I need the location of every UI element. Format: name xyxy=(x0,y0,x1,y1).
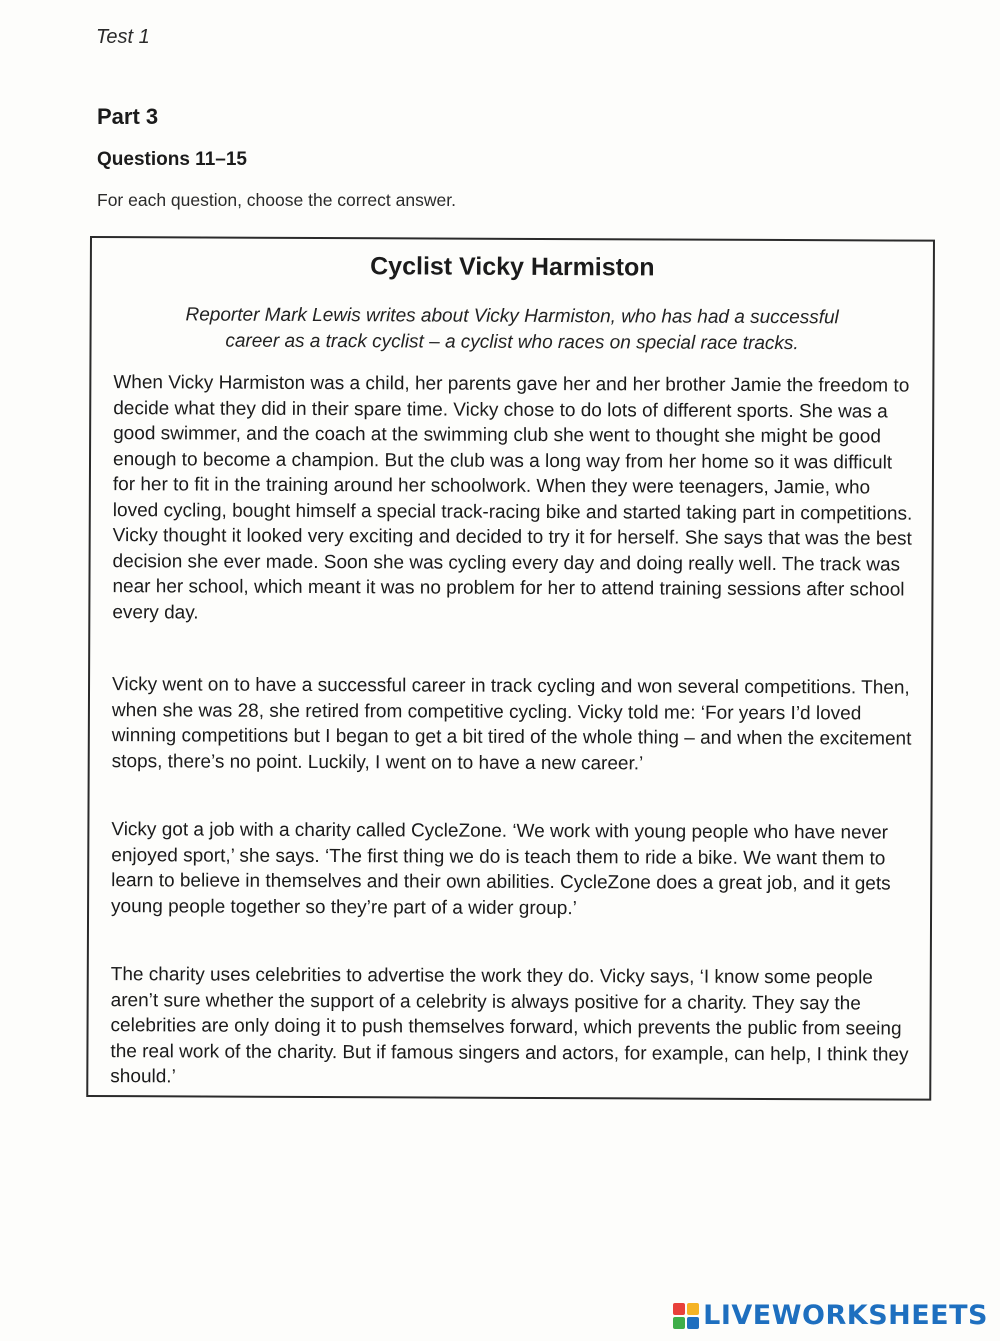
liveworksheets-watermark xyxy=(673,1300,988,1331)
article-title: Cyclist Vicky Harmiston xyxy=(370,252,655,282)
questions-title: Questions 11–15 xyxy=(97,149,247,170)
logo-square-green xyxy=(673,1317,685,1329)
article-box xyxy=(86,236,935,1101)
logo-square-red xyxy=(673,1303,685,1315)
article-paragraph-3: Vicky got a job with a charity called CycleZone. ‘We work with young people who have never enjoyed sport,’ she says. ‘The first thing we do is teach them to ride a bike. We want them to learn to believe in themselves and their own abilities. CycleZone does a great job, and it gets young people together so they’re part of a wider group.’ xyxy=(111,819,891,919)
test-label: Test 1 xyxy=(96,26,150,48)
article-paragraph-2: Vicky went on to have a successful career in track cycling and won several competitions. Then, when she was 28, she retired from competitive cycling. Vicky told me: ‘For years I’d loved winning competitions but I began to get a bit tired of the whole thing – and when the excitement stops, there’s no point. Luckily, I went on to have a new career.’ xyxy=(111,674,912,774)
article-intro-line-1: Reporter Mark Lewis writes about Vicky Harmiston, who has had a successful xyxy=(185,304,839,329)
logo-square-yellow xyxy=(687,1303,699,1315)
liveworksheets-wordmark: LIVEWORKSHEETS xyxy=(703,1300,988,1331)
part-title: Part 3 xyxy=(97,104,159,129)
instruction-text: For each question, choose the correct answer. xyxy=(97,190,456,210)
article-paragraph-1: When Vicky Harmiston was a child, her parents gave her and her brother Jamie the freedom to decide what they did in their spare time. Vicky chose to do lots of different sports. She was a good swimmer, and the coach at the swimming club she went to thought she might be good enough to become a champion. But the club was a long way from her home so it was difficult for her to fit in the training around her schoolwork. When they were teenagers, Jamie, who loved cycling, bought himself a special track-racing bike and started taking part in competitions. Vicky thought it looked very exciting and decided to try it for herself. She says that was the best decision she ever made. Soon she was cycling every day and doing really well. The track was near her school, which meant it was no problem for her to attend training sessions after school every day. xyxy=(112,372,913,623)
liveworksheets-logo-icon xyxy=(673,1303,699,1329)
article-intro-line-2: career as a track cyclist – a cyclist who races on special race tracks. xyxy=(225,330,799,355)
article-intro xyxy=(131,302,892,357)
article-paragraph-4: The charity uses celebrities to advertise the work they do. Vicky says, ‘I know some people aren’t sure whether the support of a celebrity is always positive for a charity. They say the celebrities are only doing it to push themselves forward, which prevents the public from seeing the real work of the charity. But if famous singers and actors, for example, can help, I think they should.’ xyxy=(110,964,909,1088)
logo-square-blue xyxy=(687,1317,699,1329)
